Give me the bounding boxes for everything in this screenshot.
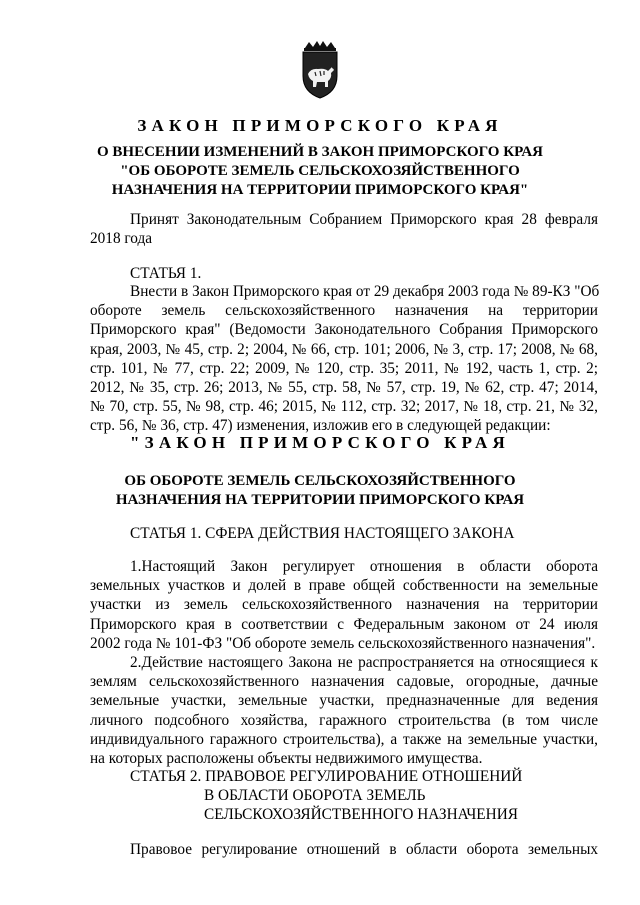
article1-line: стр. 101, № 77, стр. 22; 2009, № 120, стр. 35; 2011, № 192, часть 1, стр. 2; (90, 359, 598, 377)
article2-line: Правовое регулирование отношений в области оборота земельных (130, 841, 598, 858)
quoted-law-title: "ЗАКОН ПРИМОРСКОГО КРАЯ (130, 433, 510, 452)
para2-line: личного подсобного хозяйства, гаражного строительства (в том числе (90, 711, 598, 729)
primorsky-coat-of-arms-icon (295, 40, 345, 100)
article2-heading-line: СЕЛЬСКОХОЗЯЙСТВЕННОГО НАЗНАЧЕНИЯ (204, 806, 518, 824)
quoted-law-subtitle (60, 472, 580, 510)
para1-line: участки из земель сельскохозяйственного назначения на территории (90, 596, 598, 614)
article1-line: стр. 56, № 36, стр. 47) изменения, изложив его в следующей редакции: (90, 417, 551, 435)
adoption-line: Принят Законодательным Собранием Приморского края 28 февраля (130, 211, 598, 228)
article2-heading-line: СТАТЬЯ 2. ПРАВОВОЕ РЕГУЛИРОВАНИЕ ОТНОШЕНИЙ (130, 768, 523, 785)
para2-line: индивидуального гаражного строительства), а также на земельные участки, (90, 730, 598, 748)
law-title: ЗАКОН ПРИМОРСКОГО КРАЯ (137, 116, 503, 135)
law-subtitle (60, 143, 580, 200)
quoted-article1-para1 (90, 557, 598, 653)
para2-line: 2.Действие настоящего Закона не распространяется на относящиеся к (130, 654, 598, 671)
article1-line: № 70, стр. 55, № 98, стр. 46; 2015, № 112, стр. 32; 2017, № 18, стр. 21, № 32, (90, 398, 598, 416)
article1-line: обороте земель сельскохозяйственного назначения на территории (90, 302, 598, 320)
quoted-article2-text (90, 840, 598, 859)
article1-line: Приморского края" (Ведомости Законодательного Собрания Приморского (90, 321, 598, 339)
para1-line: 1.Настоящий Закон регулирует отношения в области оборота (130, 558, 598, 575)
para2-line: на которых расположены объекты недвижимого имущества. (90, 750, 483, 768)
article1-line: 2012, № 35, стр. 26; 2013, № 55, стр. 58, № 57, стр. 19, № 62, стр. 47; 2014, (90, 379, 598, 397)
para2-line: земельные участки, земельные участки, предназначенные для ведения (90, 692, 598, 710)
article2-heading-line: В ОБЛАСТИ ОБОРОТА ЗЕМЕЛЬ (204, 787, 426, 805)
quoted-article2-heading (130, 767, 522, 825)
quoted-article1-para2 (90, 653, 598, 768)
article1-line: края, 2003, № 45, стр. 2; 2004, № 66, стр. 101; 2006, № 3, стр. 17; 2008, № 68, (90, 340, 598, 358)
adoption-note (90, 210, 598, 248)
para2-line: землям сельскохозяйственного назначения садовые, огородные, дачные (90, 673, 598, 691)
article1-line: Внести в Закон Приморского края от 29 декабря 2003 года № 89-КЗ "Об (130, 283, 600, 300)
para1-line: Приморского края в соответствии с Федеральным законом от 24 июля (90, 615, 598, 633)
law-subtitle-line: О ВНЕСЕНИИ ИЗМЕНЕНИЙ В ЗАКОН ПРИМОРСКОГО КРАЯ (97, 144, 543, 160)
para1-line: 2002 года № 101-ФЗ "Об обороте земель сельскохозяйственного назначения". (90, 634, 596, 652)
quoted-law-subtitle-line: ОБ ОБОРОТЕ ЗЕМЕЛЬ СЕЛЬСКОХОЗЯЙСТВЕННОГО (124, 473, 516, 489)
article1-text (90, 282, 598, 436)
article1-heading: СТАТЬЯ 1. (130, 265, 202, 282)
adoption-line: 2018 года (90, 230, 153, 248)
law-subtitle-line: НАЗНАЧЕНИЯ НА ТЕРРИТОРИИ ПРИМОРСКОГО КРАЯ" (111, 182, 529, 198)
para1-line: земельных участков и долей в праве общей собственности на земельные (90, 577, 598, 595)
law-subtitle-line: "ОБ ОБОРОТЕ ЗЕМЕЛЬ СЕЛЬСКОХОЗЯЙСТВЕННОГО (120, 163, 520, 179)
quoted-law-subtitle-line: НАЗНАЧЕНИЯ НА ТЕРРИТОРИИ ПРИМОРСКОГО КРАЯ (115, 492, 525, 508)
quoted-article1-heading: СТАТЬЯ 1. СФЕРА ДЕЙСТВИЯ НАСТОЯЩЕГО ЗАКОНА (130, 525, 515, 542)
